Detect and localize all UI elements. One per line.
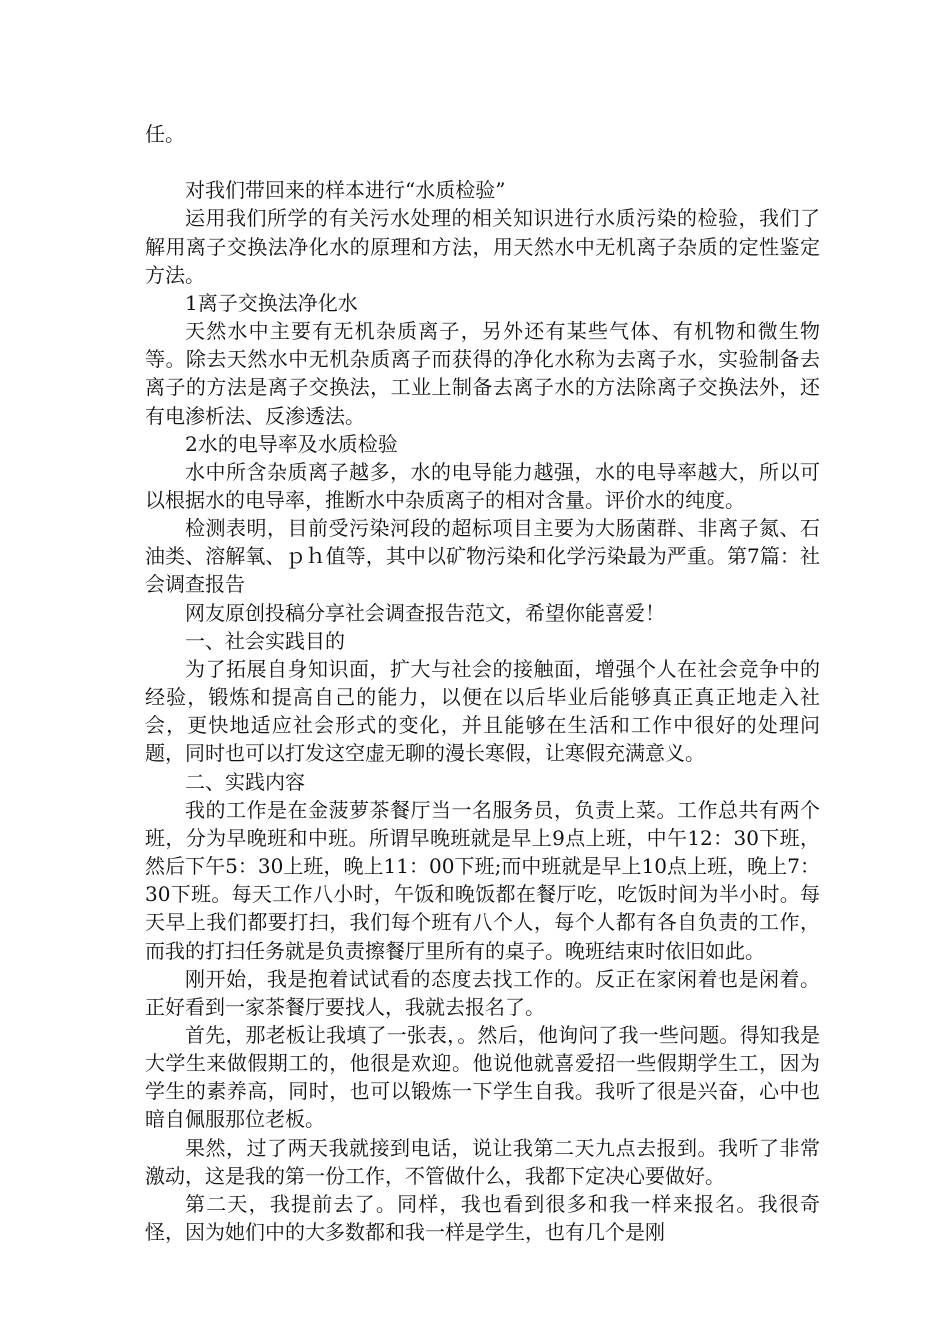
paragraph-9: 网友原创投稿分享社会调查报告范文，希望你能喜爱！ [185, 600, 665, 625]
paragraph-17: 第二天，我提前去了。同样，我也看到很多和我一样来报名。我很奇怪，因为她们中的大多数都和我一样是学生，也有几个是刚 [145, 1191, 820, 1245]
paragraph-8: 检测表明，目前受污染河段的超标项目主要为大肠菌群、非离子氮、石油类、溶解氧、ｐｈ值等，其中以矿物污染和化学污染最为严重。第7篇：社会调查报告 [145, 516, 820, 597]
paragraph-7: 水中所含杂质离子越多，水的电导能力越强，水的电导率越大，所以可以根据水的电导率，推断水中杂质离子的相对含量。评价水的纯度。 [145, 459, 820, 513]
paragraph-heading-ion-exchange: 1离子交换法净化水 [185, 290, 358, 315]
paragraph-heading-conductivity: 2水的电导率及水质检验 [185, 431, 398, 456]
paragraph-15: 首先，那老板让我填了一张表，。然后，他询问了我一些问题。得知我是大学生来做假期工的，他很是欢迎。他说他就喜爱招一些假期学生工，因为学生的素养高，同时，也可以锻炼一下学生自我。我听了很是兴奋，心中也暗自佩服那位老板。 [145, 1022, 820, 1132]
paragraph-5: 天然水中主要有无机杂质离子，另外还有某些气体、有机物和微生物等。除去天然水中无机杂质离子而获得的净化水称为去离子水，实验制备去离子的方法是离子交换法，工业上制备去离子水的方法除离子交换法外，还有电渗析法、反渗透法。 [145, 319, 820, 428]
paragraph-heading-water-test: 对我们带回来的样本进行“水质检验” [185, 178, 506, 203]
paragraph-gap [145, 148, 820, 176]
document-body [145, 120, 820, 1246]
paragraph-16: 果然，过了两天我就接到电话，说让我第二天九点去报到。我听了非常激动，这是我的第一份工作，不管做什么，我都下定决心要做好。 [145, 1135, 820, 1188]
paragraph-13: 我的工作是在金菠萝茶餐厅当一名服务员，负责上菜。工作总共有两个班，分为早晚班和中班。所谓早晚班就是早上9点上班，中午12：30下班，然后下午5：30上班，晚上11：00下班;而中班就是早上10点上班，晚上7：30下班。每天工作八小时，午饭和晚饭都在餐厅吃，吃饭时间为半小时。每天早上我们都要打扫，我们每个班有八个人，每个人都有各自负责的工作，而我的打扫任务就是负责擦餐厅里所有的桌子。晚班结束时依旧如此。 [145, 797, 820, 963]
paragraph-0: 任。 [145, 122, 185, 146]
paragraph-heading-content: 二、实践内容 [185, 769, 305, 794]
paragraph-11: 为了拓展自身知识面，扩大与社会的接触面，增强个人在社会竞争中的经验，锻炼和提高自己的能力，以便在以后毕业后能够真正真正地走入社会，更快地适应社会形式的变化，并且能够在生活和工作中很好的处理问题，同时也可以打发这空虚无聊的漫长寒假，让寒假充满意义。 [145, 656, 820, 766]
paragraph-14: 刚开始，我是抱着试试看的态度去找工作的。反正在家闲着也是闲着。正好看到一家茶餐厅要找人，我就去报名了。 [145, 966, 820, 1019]
paragraph-3: 运用我们所学的有关污水处理的相关知识进行水质污染的检验，我们了解用离子交换法净化水的原理和方法，用天然水中无机离子杂质的定性鉴定方法。 [145, 206, 820, 287]
paragraph-heading-purpose: 一、社会实践目的 [185, 628, 345, 653]
